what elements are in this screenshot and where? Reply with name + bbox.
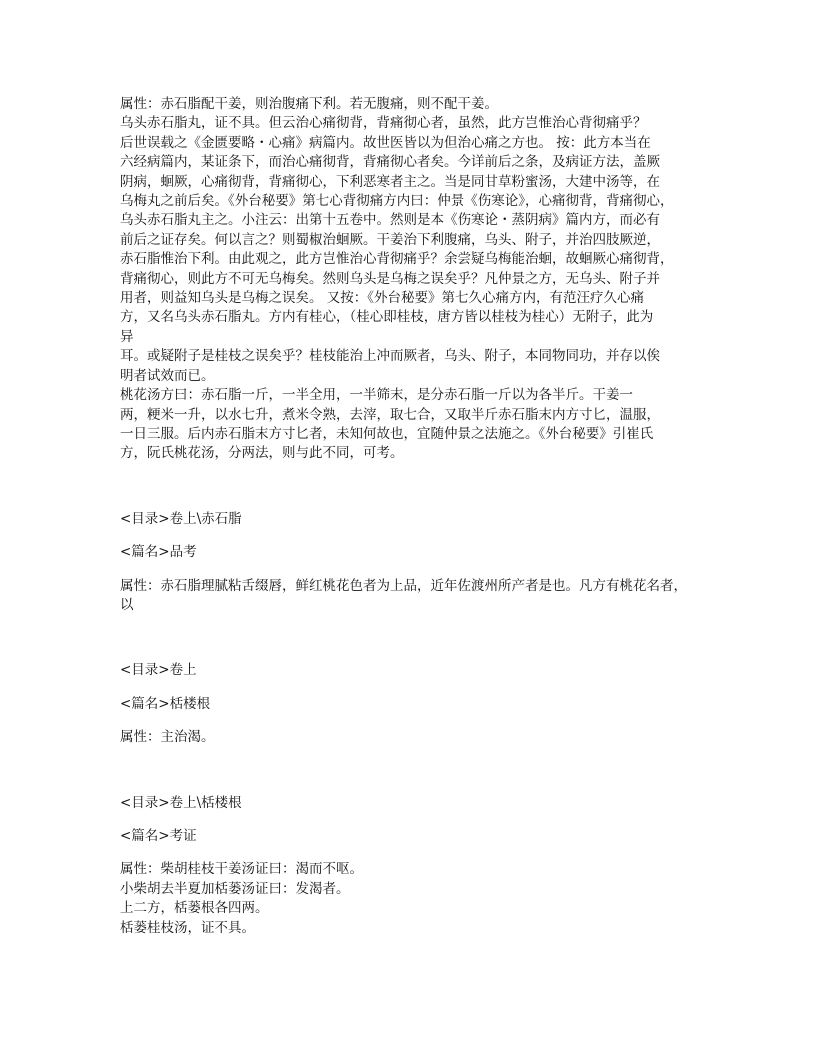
text-line: 明者试效而已。 [120, 367, 215, 384]
section-gualougen-kaozheng [120, 794, 690, 938]
text-line: 以 [120, 596, 134, 613]
text-line: 乌梅丸之前后矣。《外台秘要》第七心背彻痛方内曰：仲景《伤寒论》，心痛彻背，背痛彻心， [120, 193, 674, 210]
section-gualougen [120, 661, 690, 747]
text-line: 上二方，栝蒌根各四两。 [120, 900, 269, 917]
catalog-heading: <目录>卷上\赤石脂 [120, 510, 242, 527]
text-line: 属性：主治渴。 [120, 729, 215, 746]
text-line: 方，阮氏桃花汤，分两法，则与此不同，可考。 [120, 445, 404, 462]
text-line: 两，粳米一升，以水七升，煮米令熟，去滓，取七合，又取半斤赤石脂末内方寸匕，温服， [120, 406, 660, 423]
text-line: 六经病篇内，某证条下，而治心痛彻背，背痛彻心者矣。今详前后之条，及病证方法，盖厥 [120, 154, 660, 171]
spacer [120, 464, 690, 510]
text-line: 小柴胡去半夏加栝蒌汤证曰：发渴者。 [120, 880, 350, 897]
text-line: 用者，则益知乌头是乌梅之误矣。 又按：《外台秘要》第七久心痛方内，有范汪疗久心痛 [120, 290, 645, 307]
text-line: 乌头赤石脂丸主之。小注云：出第十五卷中。然则是本《伤寒论・蒸阴病》篇内方，而必有 [120, 212, 660, 229]
section-chishizhi-text [120, 95, 690, 464]
spacer [120, 748, 690, 794]
text-line: 耳。或疑附子是桂枝之误矣乎？桂枝能治上冲而厥者，乌头、附子，本同物同功，并存以俟 [120, 348, 660, 365]
chapter-heading: <篇名>品考 [120, 544, 197, 561]
text-line: 赤石脂惟治下利。由此观之，此方岂惟治心背彻痛乎？余尝疑乌梅能治蛔，故蛔厥心痛彻背， [120, 251, 674, 268]
spacer [120, 615, 690, 661]
text-line: 属性：柴胡桂枝干姜汤证曰：渴而不呕。 [120, 861, 363, 878]
text-line: 后世误载之《金匮要略・心痛》病篇内。故世医皆以为但治心痛之方也。 按：此方本当在 [120, 134, 651, 151]
text-line: 阴病，蛔厥，心痛彻背，背痛彻心，下利恶寒者主之。当是同甘草粉蜜汤，大建中汤等，在 [120, 173, 660, 190]
text-line: 属性：赤石脂理腻粘舌缀唇，鲜红桃花色者为上品，近年佐渡州所产者是也。凡方有桃花名者， [120, 577, 687, 594]
text-line: 前后之证存矣。何以言之？则蜀椒治蛔厥。干姜治下利腹痛，乌头、附子，并治四肢厥逆， [120, 231, 660, 248]
chapter-heading: <篇名>栝楼根 [120, 695, 211, 712]
text-line: 一日三服。后内赤石脂末方寸匕者，未知何故也，宜随仲景之法施之。《外台秘要》引崔氏 [120, 425, 654, 442]
section-chishizhi-pinkao [120, 510, 690, 616]
chapter-heading: <篇名>考证 [120, 827, 197, 844]
text-line: 背痛彻心，则此方不可无乌梅矣。然则乌头是乌梅之误矣乎？凡仲景之方，无乌头、附子并 [120, 270, 660, 287]
catalog-heading: <目录>卷上 [120, 662, 197, 679]
catalog-heading: <目录>卷上\栝楼根 [120, 794, 242, 811]
text-line: 桃花汤方曰：赤石脂一斤，一半全用，一半筛末，是分赤石脂一斤以为各半斤。干姜一 [120, 387, 633, 404]
text-line: 方，又名乌头赤石脂丸。方内有桂心，（桂心即桂枝，唐方皆以桂枝为桂心）无附子，此为 [120, 309, 654, 326]
document-page [120, 95, 690, 938]
text-line: 属性：赤石脂配干姜，则治腹痛下利。若无腹痛，则不配干姜。 [120, 96, 498, 112]
text-line: 栝蒌桂枝汤，证不具。 [120, 919, 255, 936]
text-line: 异 [120, 328, 134, 345]
text-line: 乌头赤石脂丸，证不具。但云治心痛彻背，背痛彻心者，虽然，此方岂惟治心背彻痛乎？ [120, 115, 647, 132]
